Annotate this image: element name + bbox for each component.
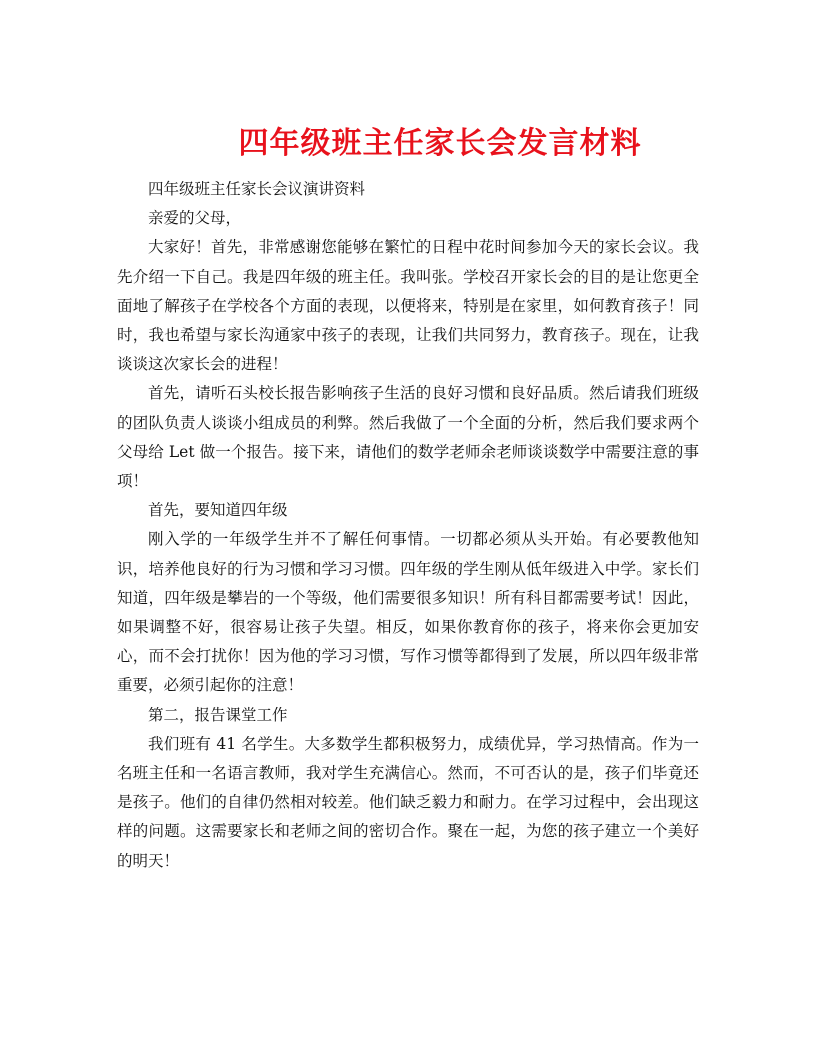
salutation: 亲爱的父母， <box>148 209 242 228</box>
paragraph-grade-four: 刚入学的一年级学生并不了解任何事情。一切都必须从头开始。有必要教他知识，培养他良好的行为习惯和学习习惯。四年级的学生刚从低年级进入中学。家长们知道，四年级是攀岩的一个等级，他们需要很多知识！所有科目都需要考试！因此，如果调整不好，很容易让孩子失望。相反，如果你教育你的孩子，将来你会更加安心，而不会打扰你！因为他的学习习惯，写作习惯等都得到了发展，所以四年级非常重要，必须引起你的注意！ <box>117 530 699 695</box>
document-subtitle: 四年级班主任家长会议演讲资料 <box>148 180 366 198</box>
document-body <box>117 175 699 876</box>
paragraph-class-report: 我们班有 41 名学生。大多数学生都积极努力，成绩优异，学习热情高。作为一名班主任和一名语言教师，我对学生充满信心。然而，不可否认的是，孩子们毕竟还是孩子。他们的自律仍然相对较差。他们缺乏毅力和耐力。在学习过程中，会出现这样的问题。这需要家长和老师之间的密切合作。聚在一起，为您的孩子建立一个美好的明天！ <box>117 734 699 870</box>
paragraph-meeting-agenda: 首先，请听石头校长报告影响孩子生活的良好习惯和良好品质。然后请我们班级的团队负责人谈谈小组成员的利弊。然后我做了一个全面的分析，然后我们要求两个父母给 Let 做一个报告。接下来，请他们的数学老师余老师谈谈数学中需要注意的事项！ <box>117 384 699 491</box>
section-heading-class-report: 第二，报告课堂工作 <box>148 705 288 724</box>
section-heading-grade-four: 首先，要知道四年级 <box>148 501 288 520</box>
document-title: 四年级班主任家长会发言材料 <box>238 126 642 162</box>
paragraph-introduction: 大家好！首先，非常感谢您能够在繁忙的日程中花时间参加今天的家长会议。我先介绍一下自己。我是四年级的班主任。我叫张。学校召开家长会的目的是让您更全面地了解孩子在学校各个方面的表现，以便将来，特别是在家里，如何教育孩子！同时，我也希望与家长沟通家中孩子的表现，让我们共同努力，教育孩子。现在，让我谈谈这次家长会的进程！ <box>117 238 699 374</box>
